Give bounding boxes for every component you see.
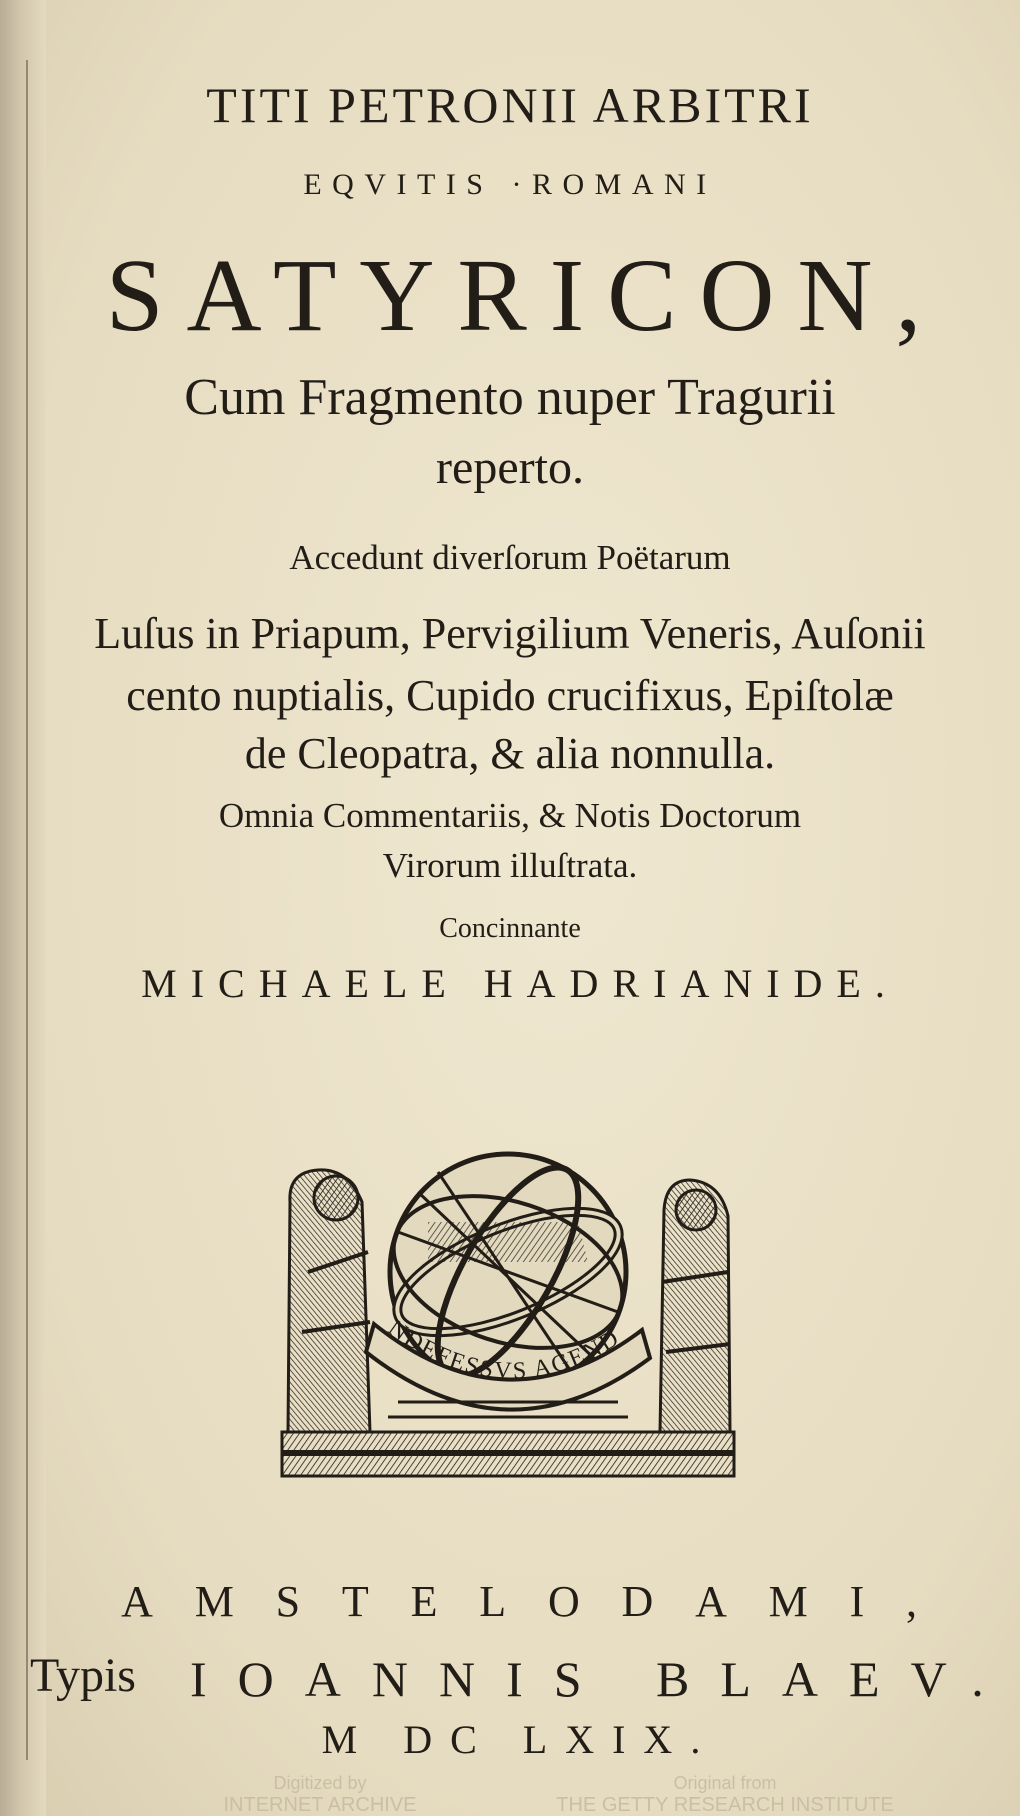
watermark-left-line1: Digitized by — [273, 1773, 367, 1793]
equitis-romani-line: EQVITIS ·ROMANI — [303, 168, 717, 201]
contents-line-1: Luſus in Priapum, Pervigilium Veneris, Auſonii — [94, 609, 926, 658]
subtitle-line-1: Cum Fragmento nuper Tragurii — [184, 369, 836, 426]
imprint-year: M DC LXIX. — [321, 1717, 719, 1762]
watermark-left-line2: INTERNET ARCHIVE — [223, 1794, 417, 1816]
imprint-printer-row — [30, 1648, 1015, 1718]
subtitle-line-2: reperto. — [436, 441, 584, 494]
emblem-motto: NDEFESSVS AGEND — [383, 1314, 625, 1385]
editor-name: MICHAELE HADRIANIDE. — [141, 961, 899, 1006]
commentary-line-1: Omnia Commentariis, & Notis Doctorum — [218, 796, 802, 835]
contents-line-2: cento nuptialis, Cupido crucifixus, Epiſtolæ — [126, 671, 894, 720]
main-title: SATYRICON, — [105, 238, 945, 353]
imprint-typis: Typis — [30, 1649, 136, 1702]
watermark-left — [200, 1772, 440, 1816]
watermark-right-line1: Original from — [673, 1773, 777, 1793]
accedunt-line: Accedunt diverſorum Poëtarum — [289, 538, 731, 577]
armillary-sphere-icon — [278, 1132, 740, 1480]
commentary-line-2: Virorum illuſtrata. — [382, 846, 638, 885]
imprint-place: AMSTELODAMI, — [121, 1577, 959, 1626]
author-line: TITI PETRONII ARBITRI — [206, 77, 814, 133]
watermark-right — [555, 1772, 895, 1816]
concinnante-line: Concinnante — [439, 913, 581, 944]
printer-device-emblem — [278, 1132, 740, 1480]
watermark-right-line2: THE GETTY RESEARCH INSTITUTE — [556, 1794, 894, 1816]
imprint-printer: IOANNIS BLAEV. — [190, 1651, 1015, 1707]
contents-line-3: de Cleopatra, & alia nonnulla. — [244, 729, 776, 778]
